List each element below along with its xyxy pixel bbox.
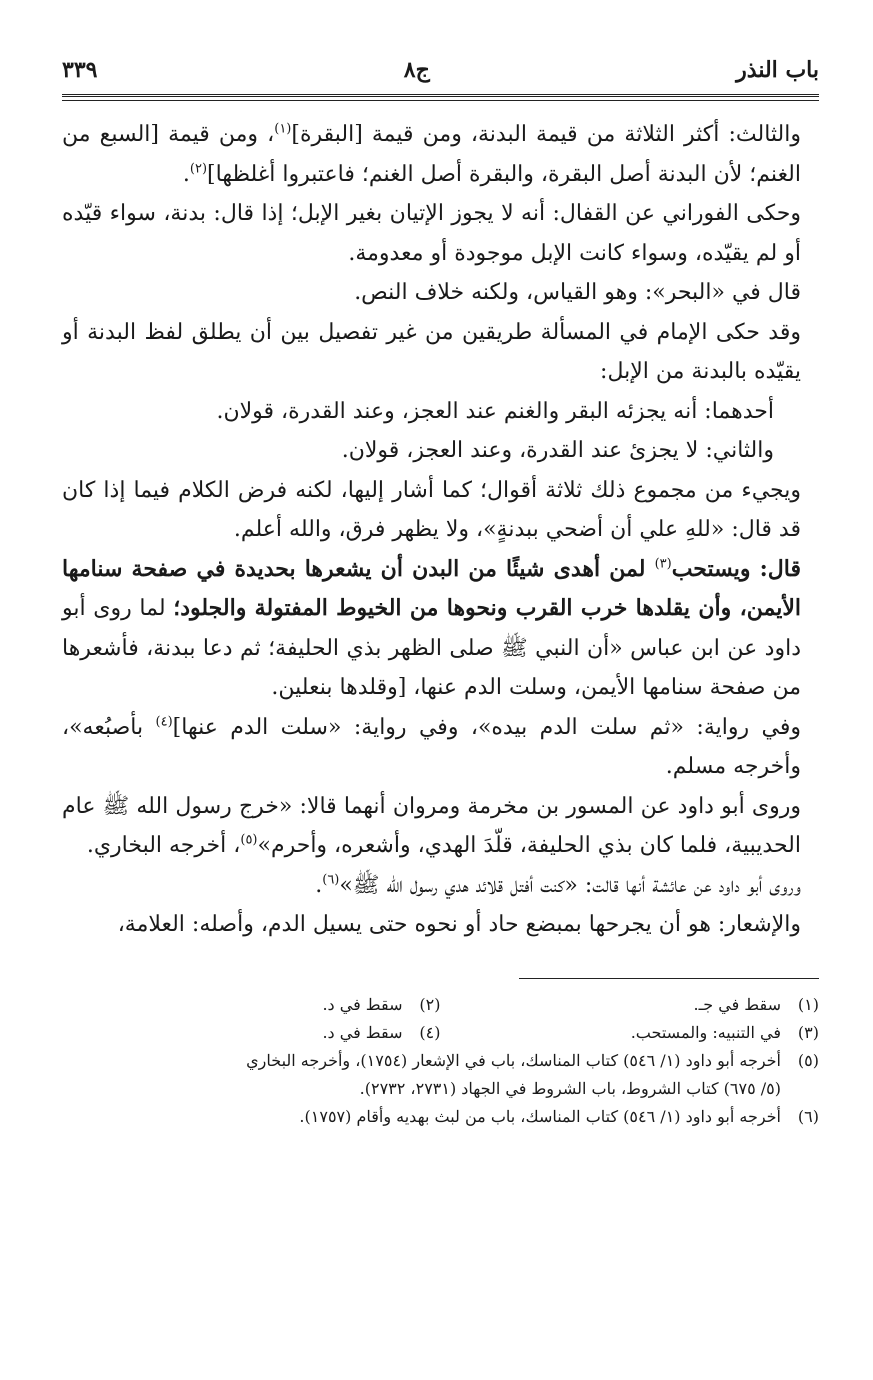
footnote: (١)سقط في جـ. — [693, 994, 819, 1014]
footnote-ref[interactable]: (٦) — [322, 872, 340, 888]
footnote: (٢)سقط في د. — [322, 994, 441, 1014]
paragraph: ويجيء من مجموع ذلك ثلاثة أقوال؛ كما أشار إليها، لكنه فرض الكلام فيما إذا كان قد قال: «للهِ علي أن أضحي ببدنةٍ»، ولا يظهر فرق، والله أعلم. — [62, 477, 801, 542]
footnote: (٤)سقط في د. — [322, 1022, 441, 1042]
footnote-rule — [519, 978, 819, 979]
paragraph: وقد حكى الإمام في المسألة طريقين من غير تفصيل بين أن يطلق لفظ البدنة أو يقيّده بالبدنة من الإبل: — [62, 319, 801, 384]
footnotes — [62, 991, 819, 1131]
footnote-row — [62, 1019, 819, 1047]
footnote: (٦)أخرجه أبو داود (١/ ٥٤٦) كتاب المناسك، باب من لبث بهديه وأقام (١٧٥٧). — [299, 1106, 819, 1126]
page — [62, 50, 819, 1131]
footnote-ref[interactable]: (١) — [274, 121, 292, 137]
paragraph: والثالث: أكثر الثلاثة من قيمة البدنة، ومن قيمة [البقرة]$^{(١)}$، ومن قيمة [السبع من الغنم؛ لأن البدنة أصل البقرة، والبقرة أصل الغنم؛ فاعتبروا أغلظها]$^{(٢)}$. — [62, 121, 801, 187]
paragraph: وفي رواية: «ثم سلت الدم بيده»، وفي رواية: «سلت الدم عنها]$^{(٤)}$ بأصبُعه»، وأخرجه مسلم. — [62, 714, 801, 779]
page-header — [62, 50, 819, 90]
paragraph: أحدهما: أنه يجزئه البقر والغنم عند العجز، وعند القدرة، قولان. — [216, 398, 774, 424]
paragraph: قال في «البحر»: وهو القياس، ولكنه خلاف النص. — [354, 280, 801, 305]
footnote: (٣)في التنبيه: والمستحب. — [630, 1022, 819, 1042]
footnote-ref[interactable]: (٣) — [654, 556, 672, 572]
paragraph: والثاني: لا يجزئ عند القدرة، وعند العجز، قولان. — [341, 438, 774, 463]
volume-label: ج٨ — [403, 57, 430, 83]
paragraph: وحكى الفوراني عن القفال: أنه لا يجوز الإتيان بغير الإبل؛ إذا قال: بدنة، سواء قيّده أو لم يقيّده، وسواء كانت الإبل موجودة أو معدومة. — [62, 201, 801, 266]
footnote-continuation: (٥/ ٦٧٥) كتاب الشروط، باب الشروط في الجهاد (٢٧٣١، ٢٧٣٢). — [359, 1078, 781, 1098]
paragraph: وروى أبو داود عن المسور بن مخرمة ومروان أنهما قالا: «خرج رسول الله ﷺ عام الحديبية، فلما كان بذي الحليفة، قلّدَ الهدي، وأشعره، وأحرم»$^{(٥)}$، أخرجه البخاري. — [62, 793, 801, 858]
footnote-row — [62, 991, 819, 1019]
paragraph: والإشعار: هو أن يجرحها بمبضع حاد أو نحوه حتى يسيل الدم، وأصله: العلامة، — [117, 912, 801, 937]
header-rule — [62, 94, 819, 101]
paragraph: وروى أبو داود عن عائشة أنها قالت: «كنت أفتل قلائد هدي رسول الله ﷺ»$^{(٦)}$. — [315, 872, 801, 898]
footnote-ref[interactable]: (٢) — [189, 161, 208, 177]
paragraph: قال: ويستحب$^{(٣)}$ لمن أهدى شيئًا من البدن أن يشعرها بحديدة في صفحة سنامها الأيمن، وأن يقلدها خرب القرب ونحوها من الخيوط المفتولة والجلود؛ لما روى أبو داود عن ابن عباس «أن النبي ﷺ صلى الظهر بذي الحليفة؛ ثم دعا ببدنة، فأشعرها من صفحة سنامها الأيمن، وسلت الدم عنها، [وقلدها بنعلين. — [62, 555, 801, 700]
chapter-title: باب النذر — [736, 57, 819, 83]
footnote: (٥)أخرجه أبو داود (١/ ٥٤٦) كتاب المناسك، باب في الإشعار (١٧٥٤)، وأخرجه البخاري — [246, 1050, 819, 1070]
main-text — [62, 115, 819, 945]
footnote-ref[interactable]: (٤) — [155, 714, 173, 730]
footnote-ref[interactable]: (٥) — [240, 832, 258, 848]
page-number: ٣٣٩ — [62, 57, 98, 83]
